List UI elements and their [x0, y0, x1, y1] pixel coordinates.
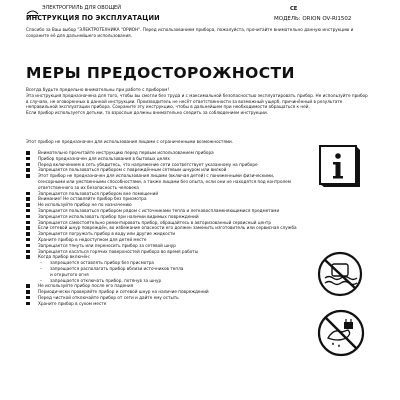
- list-item-text: Запрещается пользоваться прибором с повреждённым сетевым шнуром или вилкой: [38, 167, 227, 173]
- bullet-square-icon: [26, 284, 30, 288]
- list-item-text: и открытого огня: [50, 271, 89, 277]
- bullet-square-icon: [26, 290, 30, 294]
- list-item: [26, 301, 301, 307]
- list-item-text: Запрещается погружать прибор в воду или другие жидкости: [38, 231, 176, 237]
- list-item-text: Внимательно прочитайте инструкцию перед первым использованием прибора: [38, 150, 214, 155]
- no-water-immersion-icon: [316, 250, 364, 298]
- info-book-icon: [316, 142, 362, 188]
- bullet-square-icon: [26, 296, 30, 300]
- document-header: [26, 5, 386, 27]
- dash-marker: –: [40, 277, 43, 283]
- list-item-text: запрещается отключать прибор, потянув за шнур: [50, 277, 162, 283]
- list-item-text: Если сетевой шнур повреждён, во избежание опасности его должен заменить изготовитель или сервисная служба: [38, 225, 297, 231]
- bullet-square-icon: [26, 174, 30, 178]
- bullet-square-icon: [26, 238, 30, 242]
- bullet-square-icon: [26, 157, 30, 161]
- list-item-text: запрещается располагать прибор вблизи источников тепла: [50, 265, 184, 271]
- list-item-text: Запрещается пользоваться прибором вне помещений: [38, 190, 159, 196]
- bullet-square-icon: [26, 255, 30, 259]
- bullet-square-icon: [26, 209, 30, 213]
- list-item-text: Храните прибор в недоступном для детей месте: [38, 236, 147, 242]
- bullet-square-icon: [26, 226, 30, 230]
- list-item-text: Когда прибор включён:: [38, 254, 91, 260]
- doc-title: ИНСТРУКЦИЯ ПО ЭКСПЛУАТАЦИИ: [26, 14, 160, 22]
- list-item-text: Прибор предназначен для использования в бытовых целях: [38, 155, 170, 161]
- bullet-square-icon: [26, 302, 30, 306]
- general-warning-1: Всегда будьте предельно внимательны при работе с прибором!: [26, 87, 170, 92]
- list-item-text: Этот прибор не предназначен для использования лицами (включая детей) с пониженными физическими, сенсорными или умственными способностями, а также лицами без опыта, если они не находятся под контролем ответственного за их безопасность человека: [38, 173, 291, 190]
- bullet-square-icon: [26, 250, 30, 254]
- general-warning-2: Эта инструкция предназначена для того, чтобы вы смогли без труда и с максимальной безопасностью эксплуатировать прибор. Не используйте прибор в случаях, не оговоренных в данной инструкции. Производитель не несёт ответственности за возможный ущерб, причинённый в результате неправильной эксплуатации прибора. Сохраните эту инструкцию, чтобы в дальнейшем при необходимости обращаться к ней.: [26, 92, 368, 110]
- bullet-square-icon: [26, 151, 30, 155]
- section-subtitle: Этот прибор не предназначен для использования лицами с ограниченными возможностями.: [26, 139, 234, 144]
- list-item-text: Не используйте прибор после его падения: [38, 283, 134, 289]
- list-item: [26, 173, 301, 190]
- list-item-text: запрещается оставлять прибор без присмотра: [50, 260, 154, 266]
- list-item-text: Запрещается касаться горячих поверхностей прибора во время работы: [38, 248, 199, 254]
- bullet-square-icon: [26, 168, 30, 172]
- list-item-text: Запрещается самостоятельно ремонтировать прибор, обращайтесь в авторизованный сервисный центр: [38, 219, 272, 225]
- bullet-square-icon: [26, 221, 30, 225]
- page-title: МЕРЫ ПРЕДОСТОРОЖНОСТИ: [26, 64, 295, 82]
- model-number: МОДЕЛЬ: ORION OV-RI1502: [274, 16, 352, 22]
- ce-mark: CE: [290, 6, 298, 12]
- list-item-text: Запрещается использовать прибор при наличии видимых повреждений: [38, 213, 199, 219]
- general-warning-3: Если прибор используется детьми, то взрослые должны внимательно следить за соблюдением инструкции.: [26, 110, 269, 116]
- bullet-square-icon: [26, 203, 30, 207]
- bullet-square-icon: [26, 192, 30, 196]
- list-item-text: Храните прибор в сухом месте: [38, 300, 107, 306]
- dash-marker: –: [40, 260, 43, 266]
- bullet-square-icon: [26, 163, 30, 167]
- list-item-text: Запрещается тянуть или переносить прибор за сетевой шнур: [38, 242, 176, 248]
- dash-marker: –: [40, 265, 43, 271]
- bullet-square-icon: [26, 244, 30, 248]
- bullet-square-icon: [26, 232, 30, 236]
- intro-text: Спасибо за Ваш выбор "ЭЛЕКТРОТЕХНИКА "ОРИОН". Перед использованием прибора, пожалуйста, прочитайте внимательно данную инструкцию и сохраните её для дальнейшего использования.: [26, 27, 354, 38]
- list-item-text: Периодически проверяйте прибор и сетевой шнур на наличие повреждений: [38, 289, 209, 295]
- no-wet-hands-plug-icon: [316, 308, 366, 358]
- list-item-text: Внимание! Не оставляйте прибор без присмотра: [38, 196, 147, 202]
- precautions-list: [26, 150, 301, 307]
- list-item-text: Не используйте прибор не по назначению: [38, 202, 132, 208]
- bullet-square-icon: [26, 215, 30, 219]
- brand-line: ЭЛЕКТРОГРИЛЬ ДЛЯ ОВОЩЕЙ: [42, 5, 121, 11]
- list-item-text: Перед включением в сеть убедитесь, что напряжение сети соответствует указанному на приборе: [38, 161, 258, 167]
- list-item-text: Запрещается пользоваться прибором рядом с источниками тепла и легковоспламеняющимися предметами: [38, 207, 280, 213]
- bullet-square-icon: [26, 197, 30, 201]
- general-warnings: [26, 87, 371, 116]
- list-item-text: Перед чисткой отключайте прибор от сети и дайте ему остыть: [38, 294, 179, 300]
